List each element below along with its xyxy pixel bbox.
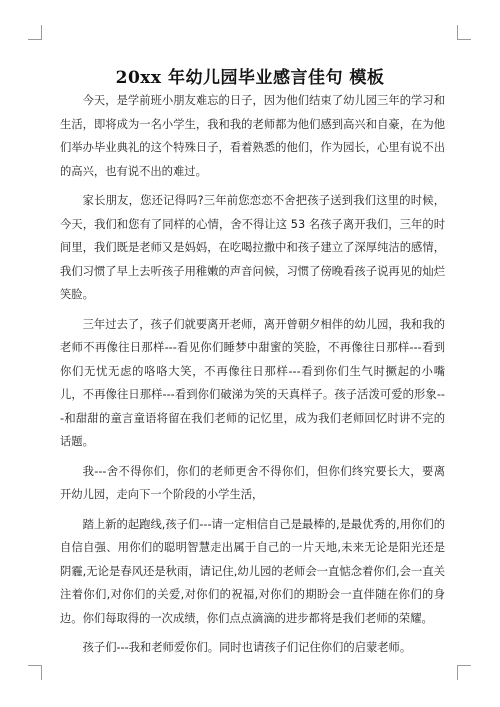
crop-mark-bottom-left-h [28,665,42,666]
crop-mark-top-left-v [41,25,42,40]
crop-mark-bottom-right-v [457,665,458,680]
crop-mark-top-left-h [28,39,42,40]
paragraph: 今天，是学前班小朋友难忘的日子，因为他们结束了幼儿园三年的学习和生活，即将成为一名小学生，我和我的老师都为他们感到高兴和自豪，在为他们举办毕业典礼的这个特殊日子，看着熟悉的他们，作为园长，心里有说不出的高兴，也有说不出的难过。 [60,94,445,178]
paragraph: 三年过去了，孩子们就要离开老师，离开曾朝夕相伴的幼儿园，我和我的老师不再像往日那样---看见你们睡梦中甜蜜的笑脸，不再像往日那样---看到你们无忧无虑的咯咯大笑，不再像往日那样---看到你们生气时撅起的小嘴儿，不再像往日那样---看到你们破涕为笑的天真样子。孩子活泼可爱的形象---和甜甜的童言童语将留在我们老师的记忆里，成为我们老师回忆时讲不完的话题。 [60,317,445,448]
paragraph: 孩子们---我和老师爱你们。同时也请孩子们记住你们的启蒙老师。 [82,641,412,654]
document-title: 20xx 年幼儿园毕业感言佳句 模板 [115,68,385,88]
paragraph: 我---舍不得你们，你们的老师更舍不得你们，但你们终究要长大，要离开幼儿园，走向下一个阶段的小学生活， [60,464,445,501]
paragraph: 踏上新的起跑线,孩子们---请一定相信自己是最棒的,是最优秀的,用你们的自信自强、用你们的聪明智慧走出属于自己的一片天地,未来无论是阳光还是阴霾,无论是春风还是秋雨，请记住,幼儿园的老师会一直惦念着你们,会一直关注着你们,对你们的关爱,对你们的祝福,对你们的期盼会一直伴随在你们的身边。你们每取得的一次成绩，你们点点滴滴的进步都将是我们老师的荣耀。 [60,517,445,625]
document-body [60,89,445,666]
crop-mark-top-right-v [457,25,458,40]
crop-mark-bottom-left-v [41,665,42,680]
crop-mark-bottom-right-h [457,665,471,666]
paragraph: 家长朋友，您还记得吗?三年前您恋恋不舍把孩子送到我们这里的时候，今天，我们和您有了同样的心情，舍不得让这 53 名孩子离开我们，三年的时间里，我们既是老师又是妈妈，在吃喝拉撒中和孩子建立了深厚纯洁的感情，我们习惯了早上去听孩子用稚嫩的声音问候，习惯了傍晚看孩子说再见的灿烂笑脸。 [60,194,445,301]
crop-mark-top-right-h [457,39,471,40]
